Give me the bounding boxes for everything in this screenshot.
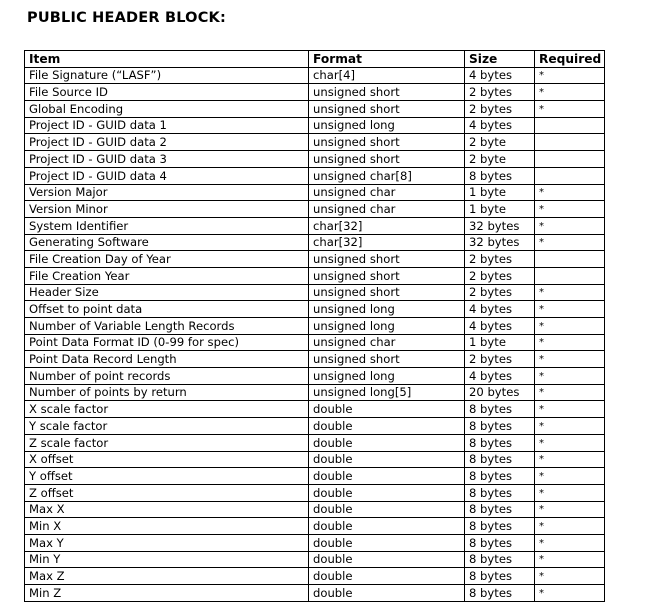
item-cell: Version Major [25, 184, 309, 201]
size-cell: 8 bytes [465, 451, 535, 468]
item-cell: Point Data Format ID (0-99 for spec) [25, 334, 309, 351]
item-cell: Min X [25, 518, 309, 535]
size-cell: 2 bytes [465, 267, 535, 284]
format-cell: double [309, 401, 465, 418]
size-cell: 2 byte [465, 151, 535, 168]
required-cell: * [535, 585, 605, 602]
format-cell: unsigned short [309, 251, 465, 268]
required-cell: * [535, 501, 605, 518]
required-cell: * [535, 518, 605, 535]
size-cell: 2 byte [465, 134, 535, 151]
table-row [25, 184, 605, 201]
required-cell: * [535, 67, 605, 84]
size-cell: 8 bytes [465, 167, 535, 184]
required-cell [535, 167, 605, 184]
size-cell: 8 bytes [465, 585, 535, 602]
required-cell: * [535, 468, 605, 485]
required-cell: * [535, 451, 605, 468]
size-cell: 4 bytes [465, 117, 535, 134]
size-cell: 8 bytes [465, 534, 535, 551]
format-cell: unsigned long [309, 301, 465, 318]
item-cell: Z scale factor [25, 434, 309, 451]
size-cell: 1 byte [465, 201, 535, 218]
table-row [25, 217, 605, 234]
table-row [25, 284, 605, 301]
format-cell: unsigned char[8] [309, 167, 465, 184]
item-cell: Number of point records [25, 368, 309, 385]
table-row [25, 368, 605, 385]
item-cell: X offset [25, 451, 309, 468]
item-cell: Z offset [25, 484, 309, 501]
format-cell: double [309, 534, 465, 551]
table-row [25, 67, 605, 84]
size-cell: 8 bytes [465, 401, 535, 418]
item-cell: Project ID - GUID data 1 [25, 117, 309, 134]
size-cell: 2 bytes [465, 84, 535, 101]
table-row [25, 318, 605, 335]
item-cell: Point Data Record Length [25, 351, 309, 368]
size-cell: 32 bytes [465, 234, 535, 251]
table-body [25, 67, 605, 601]
size-cell: 2 bytes [465, 351, 535, 368]
public-header-block-table [24, 50, 605, 602]
size-cell: 2 bytes [465, 251, 535, 268]
table-row [25, 134, 605, 151]
format-cell: double [309, 484, 465, 501]
table-row [25, 101, 605, 118]
table-row [25, 234, 605, 251]
table-row [25, 484, 605, 501]
required-cell [535, 117, 605, 134]
format-cell: unsigned long [309, 117, 465, 134]
required-cell: * [535, 434, 605, 451]
table-row [25, 151, 605, 168]
item-cell: Version Minor [25, 201, 309, 218]
format-cell: double [309, 451, 465, 468]
format-cell: unsigned short [309, 284, 465, 301]
table-row [25, 434, 605, 451]
item-cell: Max Y [25, 534, 309, 551]
item-cell: Y offset [25, 468, 309, 485]
format-cell: unsigned short [309, 101, 465, 118]
table-row [25, 401, 605, 418]
item-cell: Number of points by return [25, 384, 309, 401]
size-cell: 8 bytes [465, 468, 535, 485]
format-cell: double [309, 468, 465, 485]
required-cell: * [535, 551, 605, 568]
format-cell: unsigned char [309, 184, 465, 201]
table-row [25, 534, 605, 551]
size-cell: 2 bytes [465, 284, 535, 301]
required-cell [535, 251, 605, 268]
table-row [25, 167, 605, 184]
item-cell: Header Size [25, 284, 309, 301]
size-cell: 8 bytes [465, 434, 535, 451]
item-cell: File Source ID [25, 84, 309, 101]
format-cell: double [309, 551, 465, 568]
size-cell: 8 bytes [465, 501, 535, 518]
item-cell: Project ID - GUID data 3 [25, 151, 309, 168]
table-row [25, 251, 605, 268]
required-cell: * [535, 84, 605, 101]
required-cell: * [535, 334, 605, 351]
table-row [25, 301, 605, 318]
size-cell: 4 bytes [465, 301, 535, 318]
table-row [25, 451, 605, 468]
required-cell [535, 134, 605, 151]
format-cell: double [309, 585, 465, 602]
item-cell: Max Z [25, 568, 309, 585]
table-row [25, 267, 605, 284]
table-row [25, 551, 605, 568]
required-cell: * [535, 318, 605, 335]
required-cell: * [535, 568, 605, 585]
format-cell: unsigned short [309, 351, 465, 368]
format-cell: unsigned short [309, 134, 465, 151]
column-header-item: Item [25, 51, 309, 68]
size-cell: 1 byte [465, 334, 535, 351]
size-cell: 8 bytes [465, 484, 535, 501]
format-cell: unsigned short [309, 267, 465, 284]
table-row [25, 501, 605, 518]
size-cell: 4 bytes [465, 67, 535, 84]
required-cell [535, 151, 605, 168]
table-row [25, 384, 605, 401]
item-cell: Number of Variable Length Records [25, 318, 309, 335]
format-cell: unsigned short [309, 151, 465, 168]
column-header-size: Size [465, 51, 535, 68]
item-cell: Project ID - GUID data 4 [25, 167, 309, 184]
table-row [25, 468, 605, 485]
item-cell: Min Z [25, 585, 309, 602]
table-row [25, 117, 605, 134]
required-cell: * [535, 301, 605, 318]
format-cell: char[32] [309, 217, 465, 234]
size-cell: 4 bytes [465, 368, 535, 385]
required-cell: * [535, 184, 605, 201]
required-cell: * [535, 384, 605, 401]
required-cell: * [535, 201, 605, 218]
required-cell: * [535, 101, 605, 118]
format-cell: double [309, 501, 465, 518]
format-cell: double [309, 518, 465, 535]
item-cell: Min Y [25, 551, 309, 568]
required-cell: * [535, 484, 605, 501]
column-header-required: Required [535, 51, 605, 68]
size-cell: 8 bytes [465, 551, 535, 568]
format-cell: unsigned char [309, 201, 465, 218]
format-cell: unsigned long[5] [309, 384, 465, 401]
item-cell: Offset to point data [25, 301, 309, 318]
size-cell: 4 bytes [465, 318, 535, 335]
required-cell: * [535, 351, 605, 368]
format-cell: char[4] [309, 67, 465, 84]
format-cell: unsigned long [309, 368, 465, 385]
table-row [25, 84, 605, 101]
format-cell: double [309, 434, 465, 451]
item-cell: X scale factor [25, 401, 309, 418]
item-cell: Global Encoding [25, 101, 309, 118]
size-cell: 20 bytes [465, 384, 535, 401]
item-cell: Y scale factor [25, 418, 309, 435]
format-cell: double [309, 568, 465, 585]
required-cell: * [535, 418, 605, 435]
item-cell: File Creation Year [25, 267, 309, 284]
required-cell: * [535, 217, 605, 234]
required-cell: * [535, 368, 605, 385]
table-header-row [25, 51, 605, 68]
size-cell: 8 bytes [465, 568, 535, 585]
format-cell: char[32] [309, 234, 465, 251]
required-cell: * [535, 284, 605, 301]
item-cell: Max X [25, 501, 309, 518]
item-cell: System Identifier [25, 217, 309, 234]
required-cell: * [535, 234, 605, 251]
item-cell: Project ID - GUID data 2 [25, 134, 309, 151]
section-heading: PUBLIC HEADER BLOCK: [27, 10, 226, 26]
item-cell: File Signature (“LASF”) [25, 67, 309, 84]
required-cell: * [535, 401, 605, 418]
table-row [25, 518, 605, 535]
size-cell: 8 bytes [465, 518, 535, 535]
table-row [25, 568, 605, 585]
size-cell: 32 bytes [465, 217, 535, 234]
table-row [25, 585, 605, 602]
format-cell: unsigned char [309, 334, 465, 351]
size-cell: 2 bytes [465, 101, 535, 118]
item-cell: Generating Software [25, 234, 309, 251]
size-cell: 8 bytes [465, 418, 535, 435]
item-cell: File Creation Day of Year [25, 251, 309, 268]
table-row [25, 201, 605, 218]
table-row [25, 334, 605, 351]
required-cell [535, 267, 605, 284]
table-row [25, 351, 605, 368]
required-cell: * [535, 534, 605, 551]
format-cell: double [309, 418, 465, 435]
format-cell: unsigned long [309, 318, 465, 335]
column-header-format: Format [309, 51, 465, 68]
format-cell: unsigned short [309, 84, 465, 101]
size-cell: 1 byte [465, 184, 535, 201]
table-row [25, 418, 605, 435]
